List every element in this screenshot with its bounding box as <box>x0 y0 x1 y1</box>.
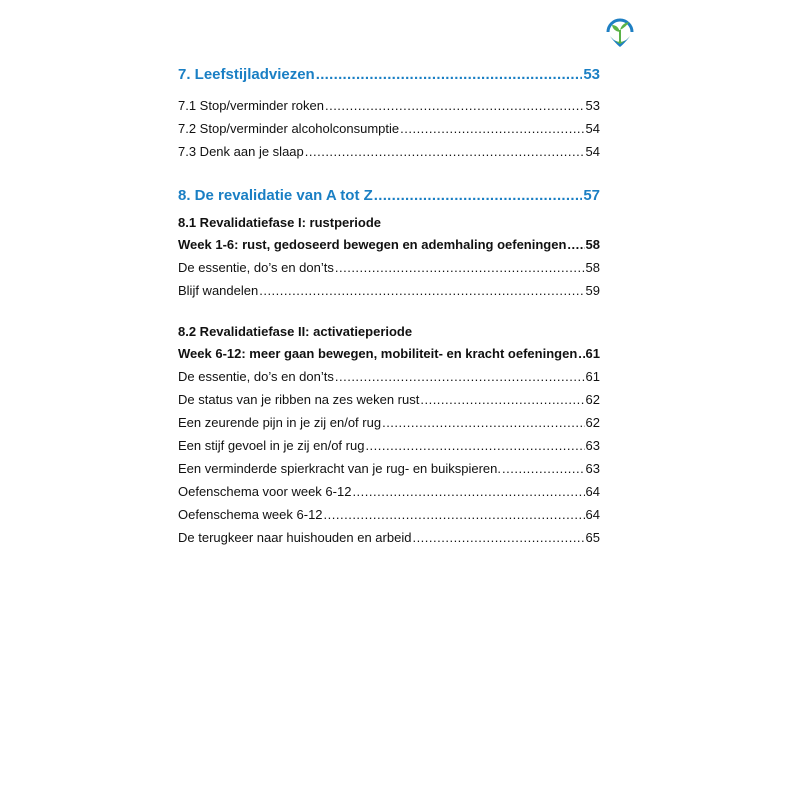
toc-entry-page: 57 <box>583 187 600 204</box>
dot-leader <box>324 503 585 526</box>
dot-leader <box>325 94 585 117</box>
toc-entry[interactable] <box>178 434 600 457</box>
toc-entry-title: Oefenschema week 6-12 <box>178 507 323 522</box>
toc-entry[interactable] <box>178 365 600 388</box>
toc-entry-title: Oefenschema voor week 6-12 <box>178 484 352 499</box>
toc-entry-title: Blijf wandelen <box>178 283 259 298</box>
dot-leader <box>400 117 584 140</box>
toc-entry-title: Week 6-12: meer gaan bewegen, mobiliteit- en kracht oefeningen <box>178 346 578 361</box>
toc-entry-title: De status van je ribben na zes weken rust <box>178 392 420 407</box>
toc-entry[interactable] <box>178 480 600 503</box>
toc-entry[interactable] <box>178 388 600 411</box>
toc-entry-page: 53 <box>583 66 600 83</box>
dot-leader <box>335 365 585 388</box>
toc-entry-page: 61 <box>585 369 600 384</box>
toc-entry-page: 63 <box>585 461 600 476</box>
toc-entry[interactable] <box>178 503 600 526</box>
toc-entry-title: De essentie, do’s en don’ts <box>178 260 334 275</box>
toc-entry-page: 58 <box>585 260 600 275</box>
dot-leader <box>578 342 584 365</box>
toc-entry-page: 61 <box>585 346 600 361</box>
dot-leader <box>374 183 583 209</box>
toc-entry-page: 58 <box>585 237 600 252</box>
dot-leader <box>412 526 584 549</box>
toc-chapter-7[interactable] <box>178 62 600 88</box>
toc-entry-title: 7.3 Denk aan je slaap <box>178 144 304 159</box>
toc-entry-title: De essentie, do’s en don’ts <box>178 369 334 384</box>
toc-entry-page: 64 <box>585 484 600 499</box>
sprout-logo-icon <box>602 14 638 50</box>
toc-chapter-8[interactable] <box>178 183 600 209</box>
toc-entry[interactable] <box>178 256 600 279</box>
dot-leader <box>352 480 584 503</box>
dot-leader <box>502 457 585 480</box>
dot-leader <box>259 279 584 302</box>
toc-entry-title: Een stijf gevoel in je zij en/of rug <box>178 438 365 453</box>
toc-entry[interactable] <box>178 526 600 549</box>
dot-leader <box>567 233 584 256</box>
dot-leader <box>335 256 585 279</box>
toc-entry[interactable] <box>178 279 600 302</box>
toc-entry-page: 64 <box>585 507 600 522</box>
toc-entry-page: 62 <box>585 415 600 430</box>
toc-entry[interactable] <box>178 457 600 480</box>
toc-entry-page: 62 <box>585 392 600 407</box>
dot-leader <box>305 140 585 163</box>
toc-entry-page: 54 <box>585 144 600 159</box>
toc-entry-title: 7.1 Stop/verminder roken <box>178 98 324 113</box>
toc-entry-page: 63 <box>585 438 600 453</box>
toc-entry-title: 7.2 Stop/verminder alcoholconsumptie <box>178 121 400 136</box>
section-heading-8-1: 8.1 Revalidatiefase I: rustperiode <box>178 215 382 230</box>
dot-leader <box>420 388 584 411</box>
toc-entry-page: 54 <box>585 121 600 136</box>
toc-entry[interactable] <box>178 117 600 140</box>
toc-entry[interactable] <box>178 94 600 117</box>
toc-entry-page: 53 <box>585 98 600 113</box>
toc-entry[interactable] <box>178 411 600 434</box>
toc-entry-page: 59 <box>585 283 600 298</box>
toc-entry-title: De terugkeer naar huishouden en arbeid <box>178 530 412 545</box>
toc-entry-title: 8. De revalidatie van A tot Z <box>178 187 373 204</box>
table-of-contents <box>178 62 600 549</box>
dot-leader <box>365 434 584 457</box>
dot-leader <box>382 411 584 434</box>
toc-subtitle-8-1[interactable] <box>178 233 600 256</box>
toc-entry-title: Een zeurende pijn in je zij en/of rug <box>178 415 382 430</box>
toc-entry-title: 7. Leefstijladviezen <box>178 66 315 83</box>
toc-entry-page: 65 <box>585 530 600 545</box>
section-heading-8-2: 8.2 Revalidatiefase II: activatieperiode <box>178 324 413 339</box>
toc-entry[interactable] <box>178 140 600 163</box>
toc-entry-title: Een verminderde spierkracht van je rug- en buikspieren. <box>178 461 502 476</box>
toc-subtitle-8-2[interactable] <box>178 342 600 365</box>
dot-leader <box>316 62 583 88</box>
toc-entry-title: Week 1-6: rust, gedoseerd bewegen en ademhaling oefeningen <box>178 237 567 252</box>
